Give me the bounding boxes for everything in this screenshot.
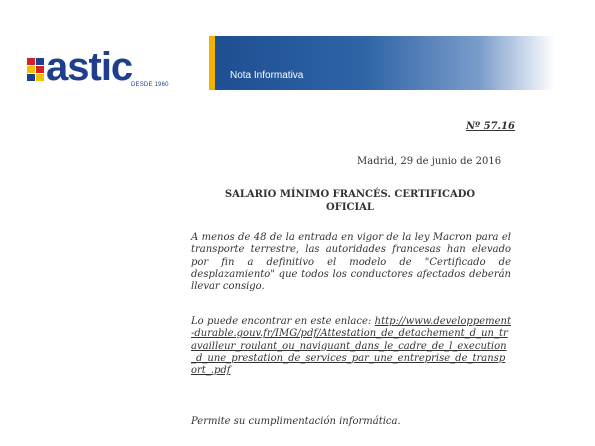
astic-logo: [27, 45, 177, 92]
header-banner: [209, 36, 555, 90]
banner-label: Nota Informativa: [230, 70, 304, 81]
document-title: [200, 188, 500, 214]
banner-accent: [209, 36, 215, 90]
document-number: Nº 57.16: [466, 121, 515, 132]
flag-icon: [27, 58, 45, 82]
title-line-1: SALARIO MÍNIMO FRANCÉS. CERTIFICADO: [224, 189, 476, 200]
paragraph-1: A menos de 48 de la entrada en vigor de la ley Macron para el transporte terrestre, las autoridades francesas han elevado por fin a definitivo el modelo de "Certificado de desplazamiento" que todos los conductores afectados deberán llevar consigo.: [191, 232, 511, 293]
document-date: Madrid, 29 de junio de 2016: [357, 156, 502, 167]
paragraph-2-intro: Lo puede encontrar en este enlace:: [191, 316, 375, 327]
paragraph-3: Permite su cumplimentación informática.: [191, 416, 401, 427]
title-line-2: OFICIAL: [326, 202, 374, 213]
paragraph-2: [191, 316, 511, 377]
certificate-link[interactable]: http://www.developpement-durable.gouv.fr/IMG/pdf/Attestation_de_detachement_d_un_travailleur_roulant_ou_naviguant_dans_le_cadre_de_l_execution_d_une_prestation_de_services_par_une_entreprise_de_transport_.pdf: [191, 316, 511, 377]
logo-wordmark: astic: [46, 45, 133, 89]
logo-since: DESDE 1960: [131, 82, 169, 88]
